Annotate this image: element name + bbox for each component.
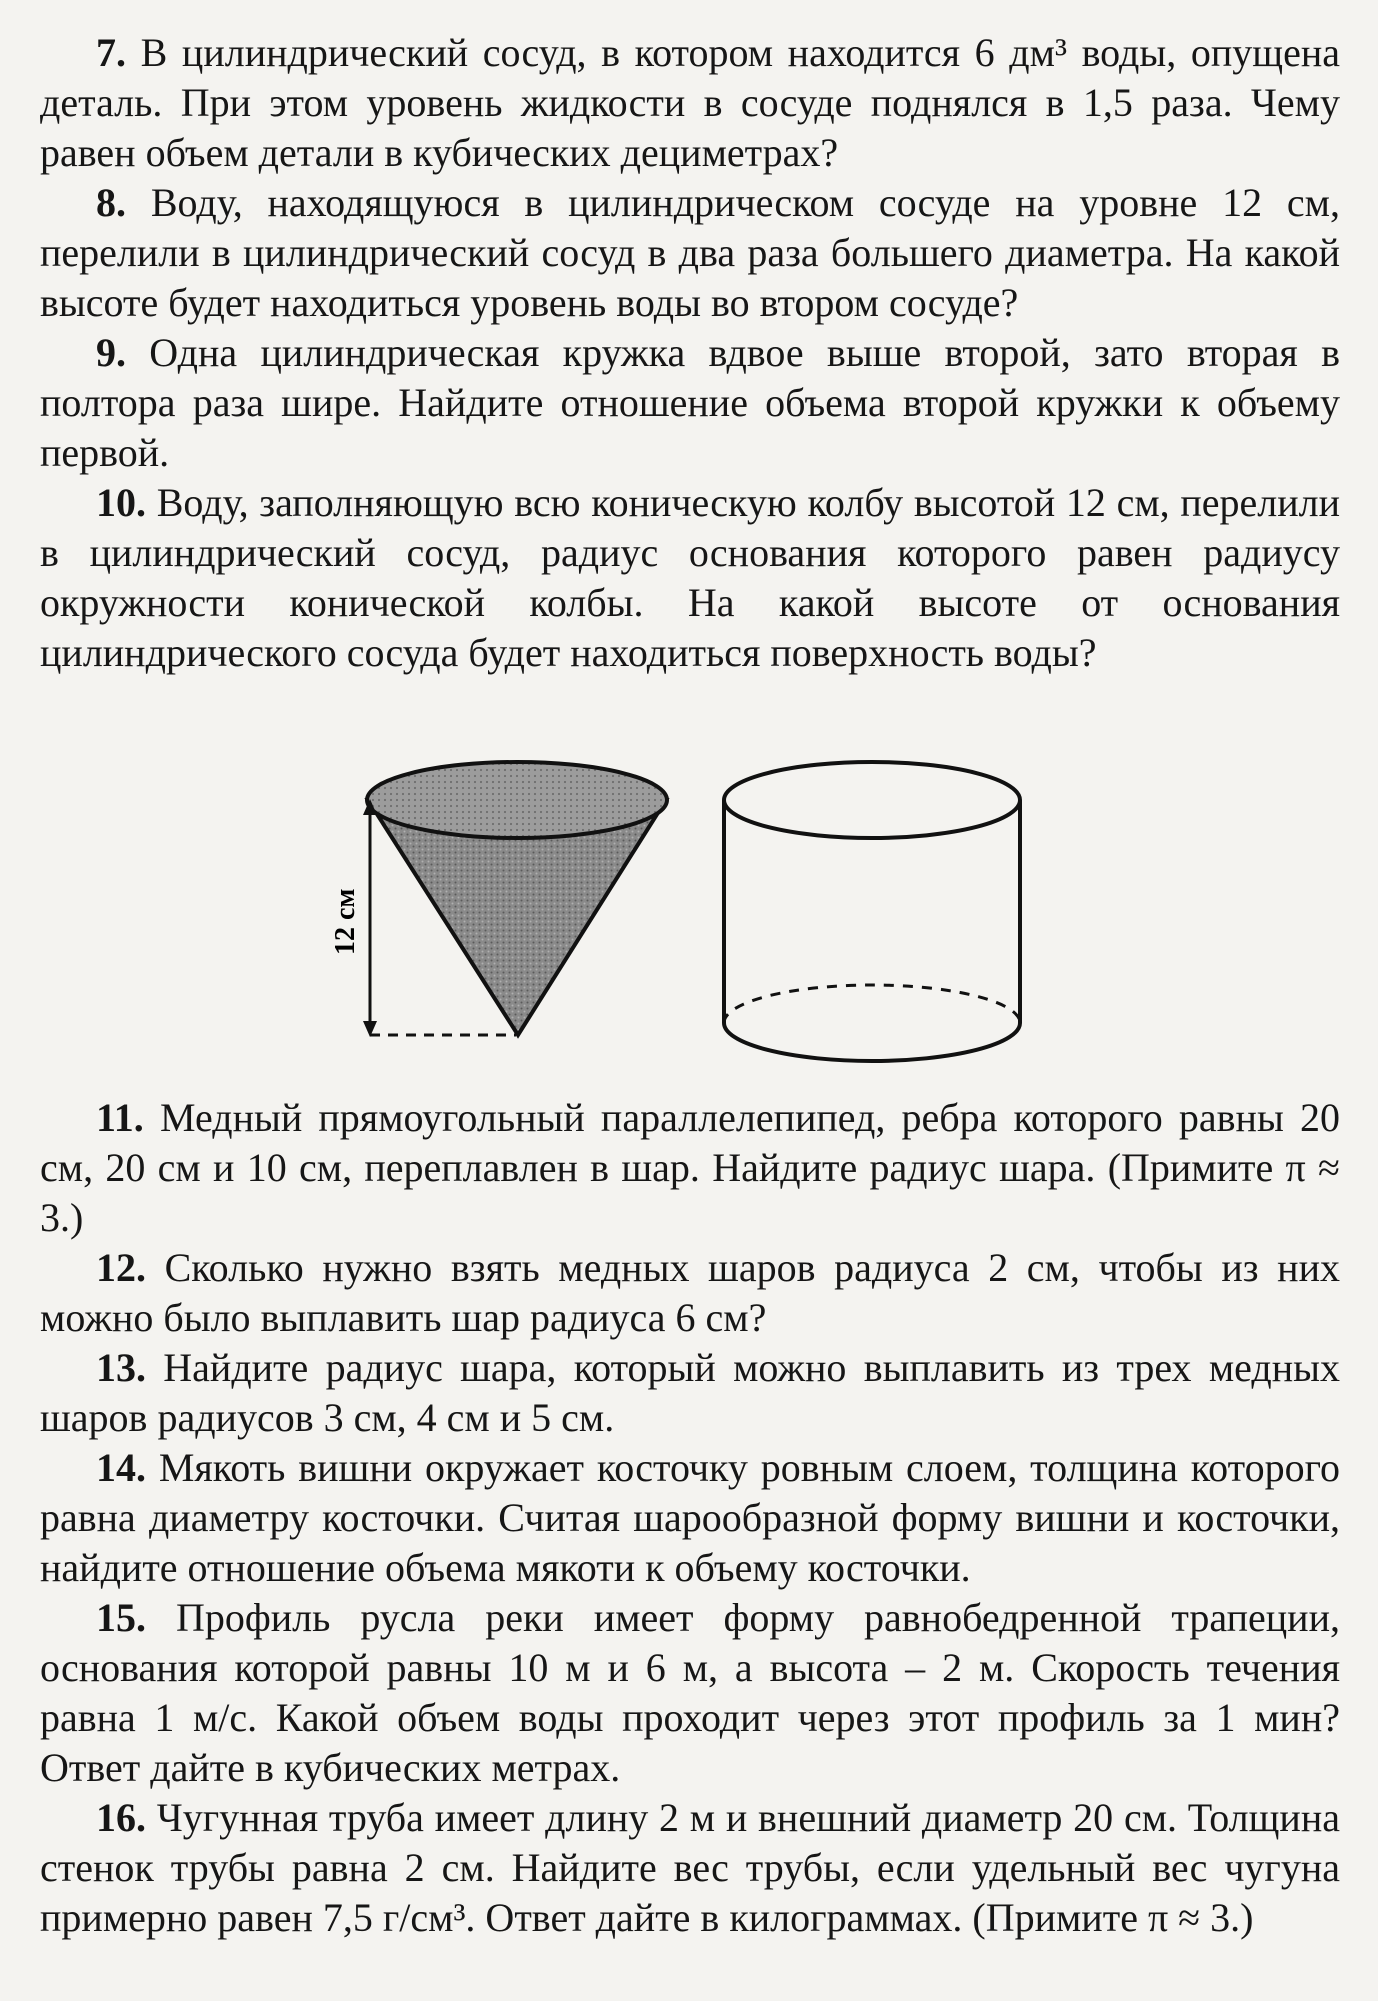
problem-text: В цилиндрический сосуд, в котором находится 6 дм³ воды, опущена деталь. При этом уровень жидкости в сосуде поднялся в 1,5 раза. Чему равен объем детали в кубических дециметрах? — [40, 30, 1340, 175]
problem-10 — [40, 478, 1340, 678]
problem-9 — [40, 328, 1340, 478]
problem-number: 13. — [96, 1345, 146, 1390]
problem-text: Сколько нужно взять медных шаров радиуса 2 см, чтобы из них можно было выплавить шар радиуса 6 см? — [40, 1245, 1340, 1340]
problem-number: 15. — [96, 1595, 146, 1640]
problem-number: 11. — [96, 1095, 144, 1140]
problem-16 — [40, 1793, 1340, 1943]
height-label: 12 см — [330, 888, 361, 955]
cone-and-cylinder-figure — [330, 755, 1060, 1090]
problem-text: Найдите радиус шара, который можно выплавить из трех медных шаров радиусов 3 см, 4 см и 5 см. — [40, 1345, 1340, 1440]
problem-11 — [40, 1093, 1340, 1243]
problem-14 — [40, 1443, 1340, 1593]
problem-15 — [40, 1593, 1340, 1793]
problem-number: 7. — [96, 30, 126, 75]
problem-8 — [40, 178, 1340, 328]
problem-7 — [40, 28, 1340, 178]
problem-number: 10. — [96, 480, 146, 525]
cylinder-shape — [724, 762, 1020, 1061]
problem-13 — [40, 1343, 1340, 1443]
problem-text: Медный прямоугольный параллелепипед, ребра которого равны 20 см, 20 см и 10 см, переплавлен в шар. Найдите радиус шара. (Примите π ≈ 3.) — [40, 1095, 1340, 1240]
problem-text: Одна цилиндрическая кружка вдвое выше второй, зато вторая в полтора раза шире. Найдите отношение объема второй кружки к объему первой. — [40, 330, 1340, 475]
problem-number: 9. — [96, 330, 126, 375]
problem-number: 8. — [96, 180, 126, 225]
problem-number: 12. — [96, 1245, 146, 1290]
problem-number: 14. — [96, 1445, 146, 1490]
problems-top — [40, 28, 1340, 678]
problem-12 — [40, 1243, 1340, 1343]
problem-text: Чугунная труба имеет длину 2 м и внешний диаметр 20 см. Толщина стенок трубы равна 2 см. Найдите вес трубы, если удельный вес чугуна примерно равен 7,5 г/см³. Ответ дайте в килограммах. (Примите π ≈ 3.) — [40, 1795, 1340, 1940]
problems-bottom — [40, 1093, 1340, 1943]
problem-text: Мякоть вишни окружает косточку ровным слоем, толщина которого равна диаметру косточки. Считая шарообразной форму вишни и косточки, найдите отношение объема мякоти к объему косточки. — [40, 1445, 1340, 1590]
cone-shape — [367, 762, 667, 1035]
problem-number: 16. — [96, 1795, 146, 1840]
figure-svg — [330, 755, 1060, 1090]
problem-text: Воду, заполняющую всю коническую колбу высотой 12 см, перелили в цилиндрический сосуд, радиус основания которого равен радиусу окружности конической колбы. На какой высоте от основания цилиндрического сосуда будет находиться поверхность воды? — [40, 480, 1340, 675]
problem-text: Профиль русла реки имеет форму равнобедренной трапеции, основания которой равны 10 м и 6 м, а высота – 2 м. Скорость течения равна 1 м/с. Какой объем воды проходит через этот профиль за 1 мин? Ответ дайте в кубических метрах. — [40, 1595, 1340, 1790]
problem-text: Воду, находящуюся в цилиндрическом сосуде на уровне 12 см, перелили в цилиндрический сосуд в два раза большего диаметра. На какой высоте будет находиться уровень воды во втором сосуде? — [40, 180, 1340, 325]
